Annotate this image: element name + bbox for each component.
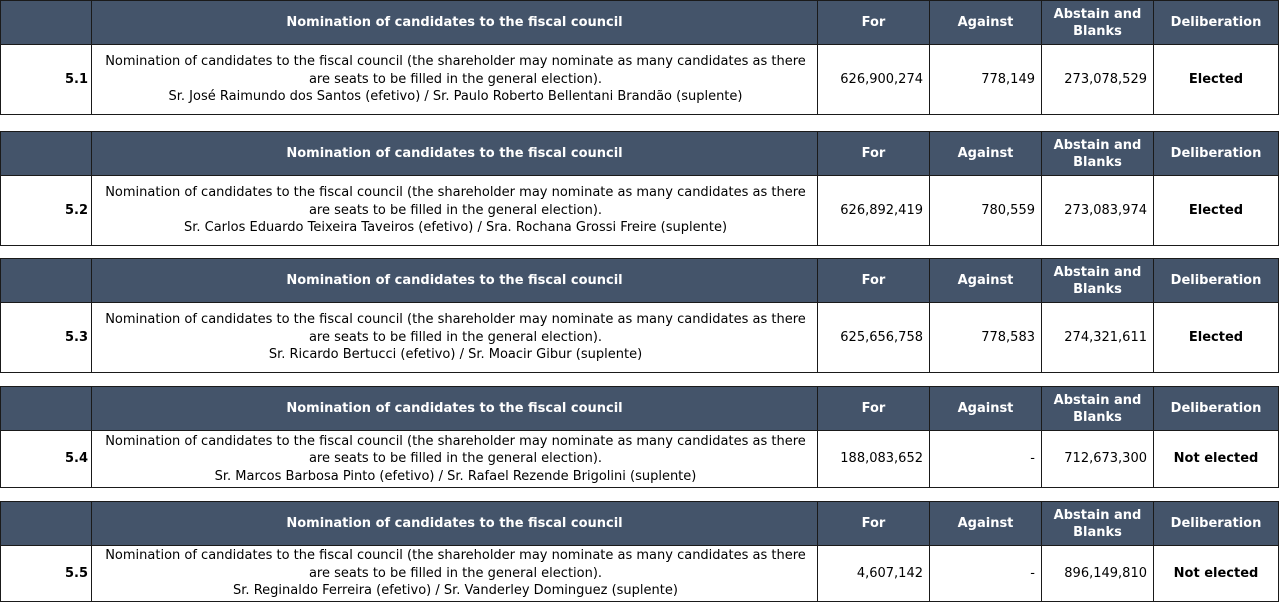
description-line-1: Nomination of candidates to the fiscal council (the shareholder may nominate as many candidates as there [105, 54, 806, 70]
against-header: Against [930, 387, 1042, 431]
item-number: 5.4 [1, 431, 92, 488]
deliberation-result: Elected [1154, 303, 1279, 373]
abstain-votes: 273,083,974 [1042, 176, 1154, 246]
abstain-header: Abstain and Blanks [1042, 387, 1154, 431]
for-votes: 4,607,142 [818, 546, 930, 602]
for-header: For [818, 132, 930, 176]
against-header: Against [930, 502, 1042, 546]
table-header-row [1, 132, 1279, 176]
title-header: Nomination of candidates to the fiscal council [92, 259, 818, 303]
against-votes: - [930, 431, 1042, 488]
against-votes: 780,559 [930, 176, 1042, 246]
nomination-table-5-4 [0, 386, 1279, 488]
item-number: 5.1 [1, 45, 92, 115]
number-header-cell [1, 259, 92, 303]
nomination-table-5-1 [0, 0, 1279, 115]
table-header-row [1, 387, 1279, 431]
description-line-2: are seats to be filled in the general election). [308, 329, 603, 345]
table-header-row [1, 1, 1279, 45]
number-header-cell [1, 132, 92, 176]
deliberation-header: Deliberation [1154, 259, 1279, 303]
deliberation-result: Elected [1154, 176, 1279, 246]
against-votes: 778,583 [930, 303, 1042, 373]
item-number: 5.5 [1, 546, 92, 602]
abstain-votes: 273,078,529 [1042, 45, 1154, 115]
nomination-table-5-5 [0, 501, 1279, 602]
description-line-2: are seats to be filled in the general election). [308, 202, 603, 218]
candidates: Sr. Marcos Barbosa Pinto (efetivo) / Sr. Rafael Rezende Brigolini (suplente) [214, 468, 697, 484]
for-header: For [818, 387, 930, 431]
abstain-header: Abstain and Blanks [1042, 132, 1154, 176]
item-description [92, 176, 818, 246]
abstain-header: Abstain and Blanks [1042, 1, 1154, 45]
for-votes: 625,656,758 [818, 303, 930, 373]
candidates: Sr. Ricardo Bertucci (efetivo) / Sr. Moacir Gibur (suplente) [268, 347, 643, 363]
description-line-2: are seats to be filled in the general election). [308, 71, 603, 87]
for-header: For [818, 259, 930, 303]
for-header: For [818, 502, 930, 546]
title-header: Nomination of candidates to the fiscal council [92, 132, 818, 176]
candidates: Sr. José Raimundo dos Santos (efetivo) / Sr. Paulo Roberto Bellentani Brandão (suplente) [168, 89, 743, 105]
against-header: Against [930, 1, 1042, 45]
table-row [1, 546, 1279, 602]
candidates: Sr. Reginaldo Ferreira (efetivo) / Sr. Vanderley Dominguez (suplente) [233, 583, 678, 599]
deliberation-header: Deliberation [1154, 132, 1279, 176]
title-header: Nomination of candidates to the fiscal council [92, 1, 818, 45]
item-number: 5.2 [1, 176, 92, 246]
against-votes: 778,149 [930, 45, 1042, 115]
description-line-1: Nomination of candidates to the fiscal council (the shareholder may nominate as many candidates as there [105, 185, 806, 201]
deliberation-header: Deliberation [1154, 502, 1279, 546]
title-header: Nomination of candidates to the fiscal council [92, 387, 818, 431]
table-row [1, 176, 1279, 246]
title-header: Nomination of candidates to the fiscal council [92, 502, 818, 546]
deliberation-header: Deliberation [1154, 387, 1279, 431]
description-line-1: Nomination of candidates to the fiscal council (the shareholder may nominate as many candidates as there [105, 312, 806, 328]
deliberation-header: Deliberation [1154, 1, 1279, 45]
nomination-table-5-3 [0, 258, 1279, 373]
for-votes: 626,900,274 [818, 45, 930, 115]
table-row [1, 431, 1279, 488]
deliberation-result: Not elected [1154, 431, 1279, 488]
table-header-row [1, 502, 1279, 546]
against-votes: - [930, 546, 1042, 602]
description-line-1: Nomination of candidates to the fiscal council (the shareholder may nominate as many candidates as there [105, 433, 806, 449]
deliberation-result: Not elected [1154, 546, 1279, 602]
table-row [1, 45, 1279, 115]
number-header-cell [1, 387, 92, 431]
against-header: Against [930, 132, 1042, 176]
for-header: For [818, 1, 930, 45]
for-votes: 188,083,652 [818, 431, 930, 488]
description-line-2: are seats to be filled in the general election). [308, 451, 603, 467]
number-header-cell [1, 502, 92, 546]
item-description [92, 546, 818, 602]
item-number: 5.3 [1, 303, 92, 373]
for-votes: 626,892,419 [818, 176, 930, 246]
item-description [92, 431, 818, 488]
item-description [92, 303, 818, 373]
abstain-header: Abstain and Blanks [1042, 259, 1154, 303]
abstain-votes: 896,149,810 [1042, 546, 1154, 602]
nomination-table-5-2 [0, 131, 1279, 246]
table-header-row [1, 259, 1279, 303]
abstain-votes: 712,673,300 [1042, 431, 1154, 488]
description-line-1: Nomination of candidates to the fiscal council (the shareholder may nominate as many candidates as there [105, 548, 806, 564]
abstain-header: Abstain and Blanks [1042, 502, 1154, 546]
abstain-votes: 274,321,611 [1042, 303, 1154, 373]
candidates: Sr. Carlos Eduardo Teixeira Taveiros (efetivo) / Sra. Rochana Grossi Freire (suplente) [183, 220, 728, 236]
table-row [1, 303, 1279, 373]
number-header-cell [1, 1, 92, 45]
item-description [92, 45, 818, 115]
against-header: Against [930, 259, 1042, 303]
deliberation-result: Elected [1154, 45, 1279, 115]
description-line-2: are seats to be filled in the general election). [308, 565, 603, 581]
